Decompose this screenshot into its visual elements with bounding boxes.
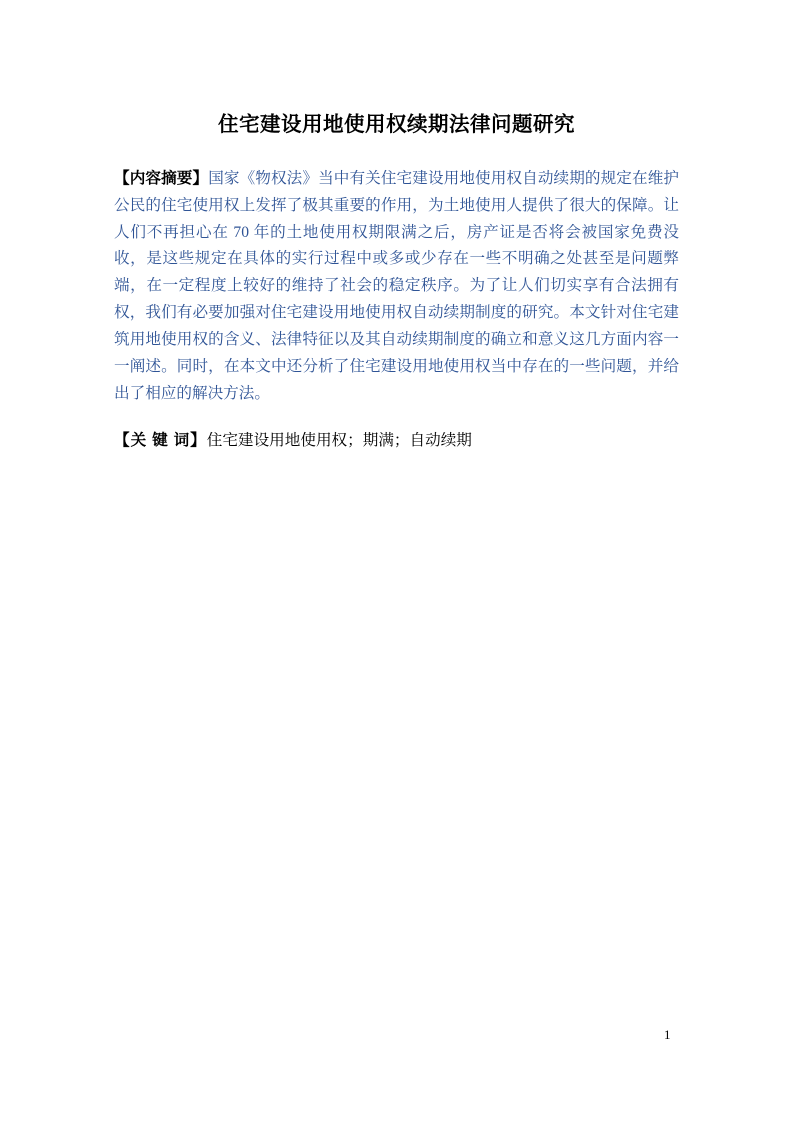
page-title: 住宅建设用地使用权续期法律问题研究 — [218, 113, 575, 136]
keywords-text: 住宅建设用地使用权；期满；自动续期 — [206, 432, 472, 449]
keywords-paragraph — [114, 428, 679, 455]
abstract-label: 【内容摘要】 — [114, 170, 209, 187]
abstract-paragraph — [114, 166, 679, 407]
abstract-text: 国家《物权法》当中有关住宅建设用地使用权自动续期的规定在维护公民的住宅使用权上发挥了极其重要的作用，为土地使用人提供了很大的保障。让人们不再担心在 70 年的土地使用权期限满之后，房产证是否将会被国家免费没收，是这些规定在具体的实行过程中或多或少存在一些不明确之处甚至是问题弊端，在一定程度上较好的维持了社会的稳定秩序。为了让人们切实享有合法拥有权，我们有必要加强对住宅建设用地使用权自动续期制度的研究。本文针对住宅建筑用地使用权的含义、法律特征以及其自动续期制度的确立和意义这几方面内容一一阐述。同时，在本文中还分析了住宅建设用地使用权当中存在的一些问题，并给出了相应的解决方法。 — [114, 170, 679, 402]
page-number: 1 — [664, 1027, 671, 1042]
keywords-label: 【关 键 词】 — [114, 432, 207, 449]
